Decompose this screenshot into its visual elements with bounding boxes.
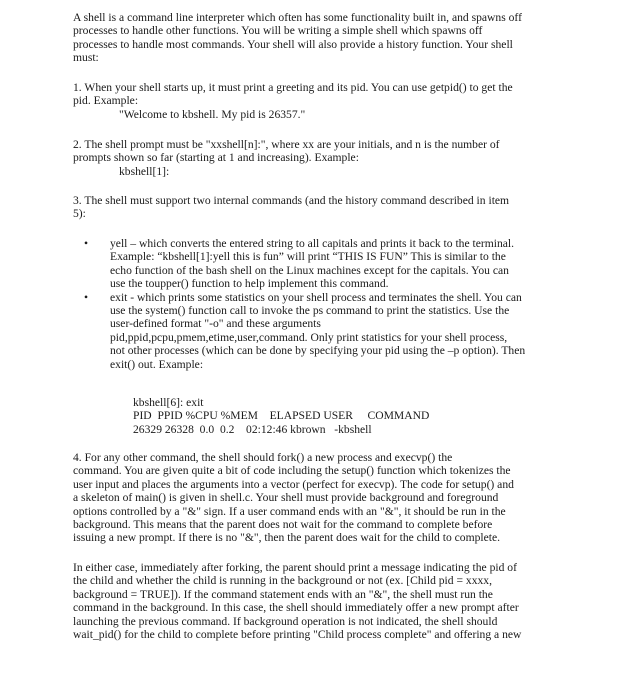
text-line: wait_pid() for the child to complete before printing "Child process complete" and offering a new bbox=[73, 628, 522, 642]
list-item-yell bbox=[84, 237, 558, 291]
text-line: command. You are given quite a bit of code including the setup() function which tokenizes the bbox=[73, 464, 511, 478]
text-line: use the system() function call to invoke the ps command to print the statistics. Use the bbox=[110, 304, 510, 318]
background-foreground-paragraph bbox=[73, 561, 561, 641]
text-line: 3. The shell must support two internal commands (and the history command described in item bbox=[73, 194, 510, 207]
text-line: options controlled by a "&" sign. If a user command ends with an "&", it should be run in the bbox=[73, 504, 506, 518]
text-line: A shell is a command line interpreter which often has some functionality built in, and spawns off bbox=[73, 11, 522, 24]
text-line: pid,ppid,pcpu,pmem,etime,user,command. Only print statistics for your shell process, bbox=[110, 330, 508, 344]
text-line: 5): bbox=[73, 207, 86, 221]
text-line: processes to handle most commands. Your shell will also provide a history function. Your shell bbox=[73, 37, 513, 51]
text-line: command in the background. In this case, the shell should immediately offer a new prompt after bbox=[73, 601, 519, 615]
text-line: launching the previous command. If background operation is not indicated, the shell should bbox=[73, 614, 498, 628]
text-line: background = TRUE]). If the command statement ends with an "&", the shell must run the bbox=[73, 587, 493, 601]
internal-commands-list bbox=[84, 237, 558, 371]
text-line: a skeleton of main() is given in shell.c. Your shell must provide background and foreground bbox=[73, 491, 499, 505]
code-line: kbshell[6]: exit bbox=[133, 396, 204, 409]
example-text: "Welcome to kbshell. My pid is 26357." bbox=[119, 107, 306, 121]
bullet-icon: • bbox=[84, 237, 89, 250]
code-line: PID PPID %CPU %MEM ELAPSED USER COMMAND bbox=[133, 409, 430, 423]
text-line: must: bbox=[73, 51, 99, 65]
bullet-icon: • bbox=[84, 290, 89, 304]
list-item-exit bbox=[84, 291, 558, 371]
text-line: Example: “kbshell[1]:yell this is fun” will print “THIS IS FUN” This is similar to the bbox=[110, 250, 506, 264]
text-line: exit - which prints some statistics on your shell process and terminates the shell. You can bbox=[110, 290, 522, 304]
text-line: the child and whether the child is running in the background or not (ex. [Child pid = xxxx, bbox=[73, 574, 492, 588]
exit-example-output bbox=[133, 396, 553, 436]
text-line: exit() out. Example: bbox=[110, 357, 204, 371]
text-line: In either case, immediately after forking, the parent should print a message indicating the pid of bbox=[73, 561, 517, 574]
text-line: processes to handle other functions. You will be writing a simple shell which spawns off bbox=[73, 24, 483, 38]
text-line: echo function of the bash shell on the Linux machines except for the capitals. You can bbox=[110, 263, 509, 277]
text-line: prompts shown so far (starting at 1 and increasing). Example: bbox=[73, 151, 359, 165]
requirement-3 bbox=[73, 194, 561, 221]
text-line: background. This means that the parent does not wait for the command to complete before bbox=[73, 518, 493, 532]
requirement-1 bbox=[73, 81, 561, 121]
text-line: 4. For any other command, the shell should fork() a new process and execvp() the bbox=[73, 451, 453, 464]
text-line: yell – which converts the entered string to all capitals and prints it back to the terminal. bbox=[110, 237, 515, 250]
text-line: use the toupper() function to help implement this command. bbox=[110, 277, 389, 291]
text-line: user input and places the arguments into a vector (perfect for execvp). The code for setup() and bbox=[73, 477, 514, 491]
text-line: pid. Example: bbox=[73, 94, 139, 108]
text-line: user-defined format "-o" and these arguments bbox=[110, 317, 321, 331]
text-line: not other processes (which can be done by specifying your pid using the –p option). Then bbox=[110, 344, 526, 358]
code-line: 26329 26328 0.0 0.2 02:12:46 kbrown -kbshell bbox=[133, 422, 372, 436]
requirement-2 bbox=[73, 138, 561, 178]
text-line: 1. When your shell starts up, it must print a greeting and its pid. You can use getpid() to get the bbox=[73, 81, 513, 94]
requirement-4 bbox=[73, 451, 561, 545]
text-line: 2. The shell prompt must be "xxshell[n]:", where xx are your initials, and n is the number of bbox=[73, 138, 500, 151]
intro-paragraph bbox=[73, 11, 561, 65]
text-line: issuing a new prompt. If there is no "&", then the parent does wait for the child to complete. bbox=[73, 531, 501, 545]
example-text: kbshell[1]: bbox=[119, 164, 170, 178]
